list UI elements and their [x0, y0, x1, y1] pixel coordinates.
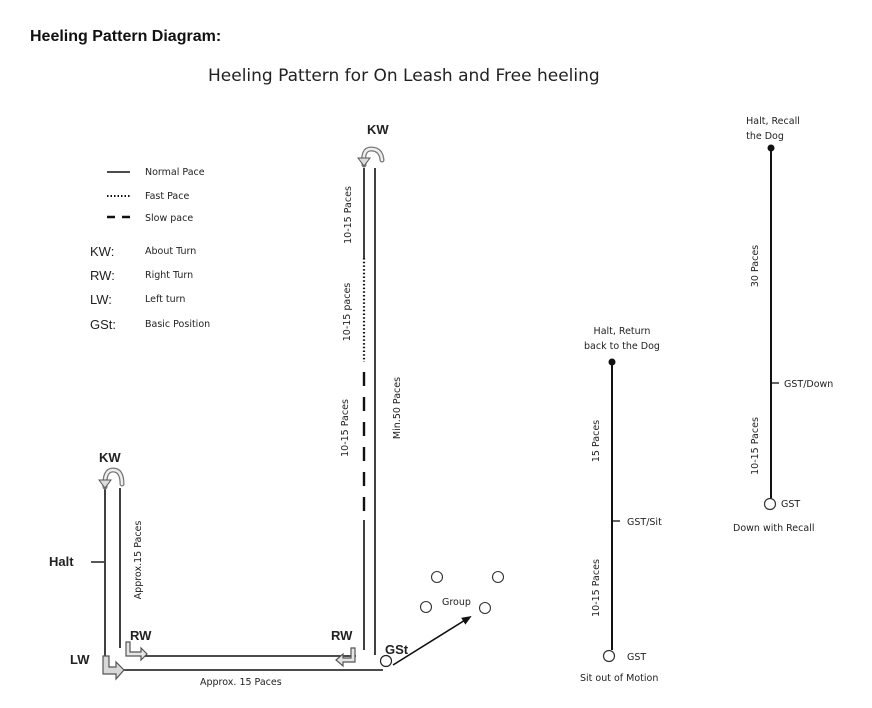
- recall-start-marker: [765, 499, 776, 510]
- rw-right-label: RW: [331, 628, 353, 643]
- approx-bottom-label: Approx. 15 Paces: [200, 677, 282, 688]
- legend-rw-code: RW:: [90, 268, 115, 283]
- sit-out-of-motion-diagram: [580, 326, 662, 684]
- about-turn-icon: [99, 470, 122, 488]
- diagram-title: Heeling Pattern for On Leash and Free heeling: [208, 66, 600, 86]
- sit-top-line1: Halt, Return: [593, 326, 651, 337]
- group-person-marker: [421, 602, 432, 613]
- kw-left-label: KW: [99, 450, 121, 465]
- legend: [90, 167, 210, 332]
- sit-caption: Sit out of Motion: [580, 673, 659, 684]
- recall-upper-paces: 30 Paces: [750, 244, 761, 288]
- page-heading: Heeling Pattern Diagram:: [30, 28, 222, 45]
- sit-top-line2: back to the Dog: [584, 341, 660, 352]
- recall-caption: Down with Recall: [733, 523, 815, 534]
- legend-lw-label: Left turn: [145, 294, 186, 305]
- arrow-to-group: [393, 617, 470, 665]
- legend-gst-label: Basic Position: [145, 319, 211, 330]
- recall-halt-dot: [768, 145, 775, 152]
- halt-label: Halt: [49, 554, 74, 569]
- rw-left-label: RW: [130, 628, 152, 643]
- sit-start-marker: [604, 651, 615, 662]
- legend-normal-label: Normal Pace: [145, 167, 205, 178]
- legend-slow-label: Slow pace: [145, 213, 194, 224]
- recall-top-line2: the Dog: [746, 131, 784, 142]
- recall-top-line1: Halt, Recall: [746, 116, 800, 127]
- lw-label: LW: [70, 652, 90, 667]
- seg-normal-label: 10-15 Paces: [343, 186, 354, 244]
- seg-fast-label: 10-15 paces: [342, 282, 353, 342]
- sit-upper-paces: 15 Paces: [591, 419, 602, 463]
- recall-start-label: GST: [781, 499, 801, 510]
- recall-lower-paces: 10-15 Paces: [750, 417, 761, 475]
- group-person-marker: [432, 572, 443, 583]
- left-turn-icon: [103, 656, 124, 679]
- group-person-marker: [493, 572, 504, 583]
- heeling-path: [49, 122, 504, 688]
- approx-vertical-label: Approx.15 Paces: [133, 520, 144, 600]
- sit-halt-dot: [609, 359, 616, 366]
- legend-fast-label: Fast Pace: [145, 191, 190, 202]
- legend-gst-code: GSt:: [90, 317, 117, 332]
- seg-slow-label: 10-15 Paces: [340, 399, 351, 457]
- about-turn-icon: [358, 149, 382, 166]
- group-label: Group: [442, 597, 471, 608]
- right-turn-icon: [336, 648, 355, 666]
- sit-mid-label: GST/Sit: [627, 517, 662, 528]
- kw-top-label: KW: [367, 122, 389, 137]
- down-with-recall-diagram: [733, 116, 833, 534]
- right-turn-icon: [126, 642, 147, 660]
- legend-kw-label: About Turn: [145, 246, 197, 257]
- recall-mid-label: GST/Down: [784, 379, 834, 390]
- min-paces-label: Min.50 Paces: [392, 376, 403, 440]
- gst-start-marker: [381, 656, 392, 667]
- gst-label: GSt: [385, 642, 409, 657]
- legend-lw-code: LW:: [90, 292, 112, 307]
- group-person-marker: [480, 603, 491, 614]
- sit-lower-paces: 10-15 Paces: [591, 559, 602, 617]
- legend-kw-code: KW:: [90, 244, 115, 259]
- legend-rw-label: Right Turn: [145, 270, 194, 281]
- sit-start-label: GST: [627, 652, 647, 663]
